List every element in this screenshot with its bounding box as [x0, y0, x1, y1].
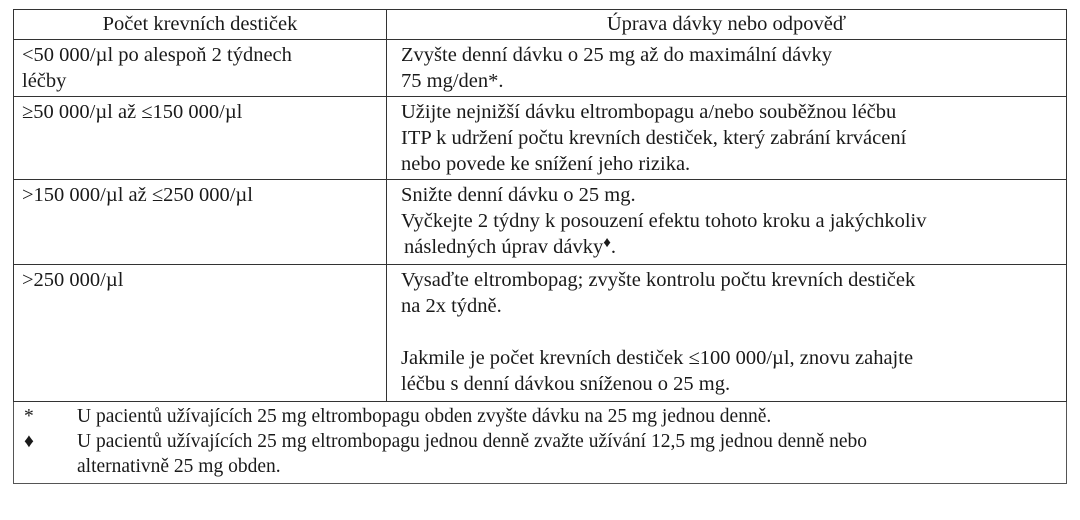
cell-line: >250 000/µl	[22, 269, 124, 291]
platelet-count-cell	[14, 97, 387, 180]
footnote-diamond	[22, 429, 1058, 479]
platelet-count-cell	[14, 265, 387, 402]
footnote-text	[77, 429, 1058, 479]
cell-line-end: .	[610, 236, 617, 258]
cell-line: Zvyšte denní dávku o 25 mg až do maximální dávky	[401, 44, 832, 66]
footnotes-cell	[14, 402, 1067, 484]
cell-line: Jakmile je počet krevních destiček ≤100 000/µl, znovu zahajte	[401, 347, 914, 369]
footnote-line: alternativně 25 mg obden.	[77, 456, 281, 477]
cell-line: 75 mg/den*.	[401, 70, 504, 92]
cell-line-text: následných úprav dávky	[404, 236, 604, 258]
cell-line: Vysaďte eltrombopag; zvyšte kontrolu počtu krevních destiček	[401, 269, 916, 291]
cell-line: ITP k udržení počtu krevních destiček, který zabrání krvácení	[401, 127, 907, 149]
cell-line: Vyčkejte 2 týdny k posouzení efektu tohoto kroku a jakýchkoliv	[401, 210, 927, 232]
footnote-asterisk	[22, 404, 1058, 429]
cell-line: léčby	[22, 70, 67, 92]
cell-line: léčbu s denní dávkou sníženou o 25 mg.	[401, 373, 731, 395]
platelet-count-cell	[14, 180, 387, 265]
platelet-dose-adjustment-table	[13, 9, 1067, 484]
column-header-dose-adjustment: Úprava dávky nebo odpověď	[387, 10, 1067, 40]
platelet-count-cell	[14, 40, 387, 97]
dose-adjustment-cell	[387, 180, 1067, 265]
table-footnotes-row	[14, 402, 1067, 484]
table-row	[14, 265, 1067, 402]
diamond-footnote-marker: ♦	[603, 235, 611, 251]
table-header-row	[14, 10, 1067, 40]
table-row	[14, 180, 1067, 265]
cell-line: na 2x týdně.	[401, 295, 502, 317]
footnote-line: U pacientů užívajících 25 mg eltrombopagu jednou denně zvažte užívání 12,5 mg jednou denně nebo	[77, 431, 868, 452]
footnote-text: U pacientů užívajících 25 mg eltrombopagu obden zvyšte dávku na 25 mg jednou denně.	[77, 406, 772, 427]
asterisk-marker: *	[24, 406, 34, 427]
blank-line	[401, 319, 1058, 345]
diamond-marker: ♦	[24, 431, 34, 452]
dose-adjustment-cell	[387, 40, 1067, 97]
cell-line: nebo povede ke snížení jeho rizika.	[401, 153, 691, 175]
cell-line: >150 000/µl až ≤250 000/µl	[22, 184, 253, 206]
table-row	[14, 97, 1067, 180]
dose-adjustment-cell	[387, 97, 1067, 180]
cell-line	[401, 234, 1058, 260]
cell-line: <50 000/µl po alespoň 2 týdnech	[22, 44, 292, 66]
column-header-platelet-count: Počet krevních destiček	[14, 10, 387, 40]
table-row	[14, 40, 1067, 97]
dose-adjustment-cell	[387, 265, 1067, 402]
cell-line: Užijte nejnižší dávku eltrombopagu a/nebo souběžnou léčbu	[401, 101, 897, 123]
cell-line: Snižte denní dávku o 25 mg.	[401, 184, 636, 206]
cell-line: ≥50 000/µl až ≤150 000/µl	[22, 101, 243, 123]
